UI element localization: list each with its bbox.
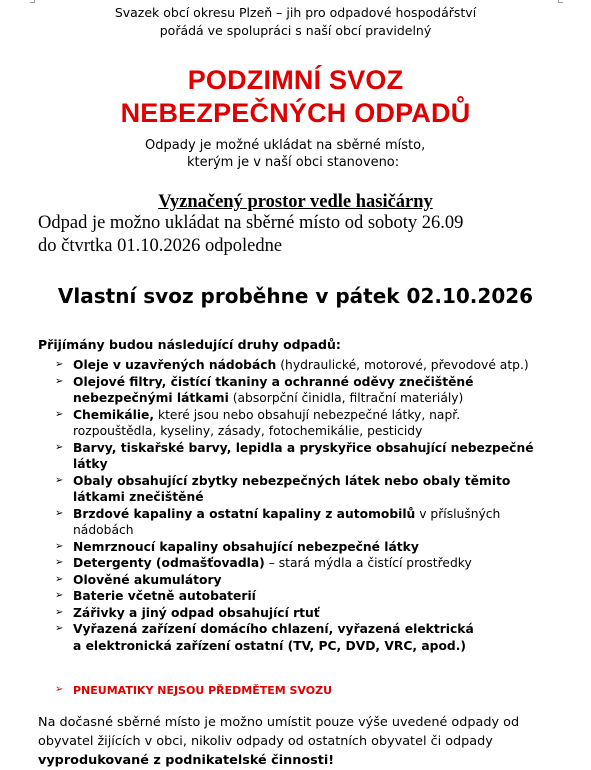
bullet-arrow-icon: ➢ <box>55 359 64 370</box>
bullet-arrow-icon: ➢ <box>55 590 64 601</box>
note-paragraph <box>38 713 560 770</box>
page-corner-mark-left <box>30 0 35 3</box>
bullet-arrow-icon: ➢ <box>55 684 64 695</box>
list-item-line <box>73 539 419 556</box>
subtitle-line-2: kterým je v naší obci stanoveno: <box>187 155 400 170</box>
list-item-line <box>73 621 474 638</box>
list-item-line <box>73 473 510 490</box>
bullet-arrow-icon: ➢ <box>55 441 64 453</box>
list-item-bold-text: a elektronická zařízení ostatní (TV, PC, DVD, VRC, apod.) <box>73 638 466 653</box>
list-item-line <box>73 357 529 374</box>
bullet-arrow-icon: ➢ <box>55 408 64 420</box>
list-item-bold-text: látky <box>73 457 108 471</box>
bullet-arrow-icon: ➢ <box>55 375 64 387</box>
list-item-bold-text: Zářivky a jiný odpad obsahující rtuť <box>73 605 320 620</box>
list-item-bold-text: Olejové filtry, čistící tkaniny a ochranné oděvy znečištěné <box>73 374 474 389</box>
intro-line-2: pořádá ve spolupráci s naší obcí pravidelný <box>159 23 432 38</box>
list-item-plain-text: – stará mýdla a čistící prostředky <box>264 556 472 570</box>
title-line-2: NEBEZPEČNÝCH ODPADŮ <box>120 98 471 128</box>
list-item-plain-text: (absorpční činidla, filtrační materiály) <box>228 391 464 405</box>
period-line-2: do čtvrtka 01.10.2026 odpoledne <box>38 236 283 256</box>
list-item-line <box>73 572 222 589</box>
list-item-line <box>73 390 463 407</box>
note-bold-end: vyprodukované z podnikatelské činnosti! <box>38 753 335 768</box>
list-item-bold-text: Barvy, tiskařské barvy, lepidla a pryskyřice obsahující nebezpečné <box>73 440 534 455</box>
list-item-bold-text: Olověné akumulátory <box>73 572 222 587</box>
collection-date: Vlastní svoz proběhne v pátek 02.10.2026 <box>57 284 534 308</box>
list-item-line <box>73 456 108 473</box>
list-item-plain-text: (hydraulické, motorové, převodové atp.) <box>276 358 529 372</box>
list-item-line <box>73 588 256 605</box>
bullet-arrow-icon: ➢ <box>55 606 64 618</box>
list-item-line <box>73 506 500 523</box>
list-item-bold-text: Oleje v uzavřených nádobách <box>73 358 277 372</box>
bullet-arrow-icon: ➢ <box>55 623 64 634</box>
bullet-arrow-icon: ➢ <box>55 557 64 568</box>
list-item-line <box>73 522 134 539</box>
list-item-bold-text: Obaly obsahující zbytky nebezpečných látek nebo obaly těmito <box>73 473 511 488</box>
list-item-bold-text: Detergenty (odmašťovadla) <box>73 556 265 570</box>
list-item-line <box>73 423 422 440</box>
note-text: Na dočasné sběrné místo je možno umístit pouze výše uvedené odpady od obyvatel žijících v obci, nikoliv odpady od ostatních obyvatel či odpady <box>38 715 520 749</box>
list-item-plain-text: které jsou nebo obsahují nebezpečné látky, např. <box>154 407 461 422</box>
list-item-bold-text: nebezpečnými látkami <box>73 391 229 405</box>
list-item-bold-text: Chemikálie, <box>73 407 155 422</box>
list-item-line <box>73 407 460 424</box>
title-line-1: PODZIMNÍ SVOZ <box>187 65 404 95</box>
list-item-line <box>73 605 320 622</box>
list-item-line <box>73 440 534 457</box>
list-item-line <box>73 489 204 506</box>
subtitle-line-1: Odpady je možné ukládat na sběrné místo, <box>145 138 426 153</box>
list-item-plain-text: nádobách <box>73 523 134 537</box>
intro-line-1: Svazek obcí okresu Plzeň – jih pro odpadové hospodářství <box>114 5 477 20</box>
list-heading: Přijímány budou následující druhy odpadů: <box>38 337 341 352</box>
page-corner-mark-right <box>558 0 563 3</box>
list-item-bold-text: Brzdové kapaliny a ostatní kapaliny z automobilů <box>73 506 416 521</box>
bullet-arrow-icon: ➢ <box>55 474 64 486</box>
bullet-arrow-icon: ➢ <box>55 573 64 585</box>
bullet-arrow-icon: ➢ <box>55 507 64 519</box>
list-item-bold-text: látkami znečištěné <box>73 490 204 504</box>
period-line-1: Odpad je možno ukládat na sběrné místo od soboty 26.09 <box>38 213 464 233</box>
list-item-plain-text: v příslušných <box>415 506 501 521</box>
warning-text: PNEUMATIKY NEJSOU PŘEDMĚTEM SVOZU <box>73 684 333 697</box>
bullet-arrow-icon: ➢ <box>55 540 64 552</box>
list-item-line <box>73 374 474 391</box>
collection-place: Vyznačený prostor vedle hasičárny <box>158 192 433 212</box>
list-item-plain-text: rozpouštědla, kyseliny, zásady, fotochemikálie, pesticidy <box>73 424 423 438</box>
list-item-bold-text: Vyřazená zařízení domácího chlazení, vyřazená elektrická <box>73 622 474 636</box>
list-item-bold-text: Nemrznoucí kapaliny obsahující nebezpečné látky <box>73 539 419 554</box>
list-item-line <box>73 638 466 655</box>
list-item-line <box>73 555 472 572</box>
list-item-bold-text: Baterie včetně autobaterií <box>73 589 256 603</box>
